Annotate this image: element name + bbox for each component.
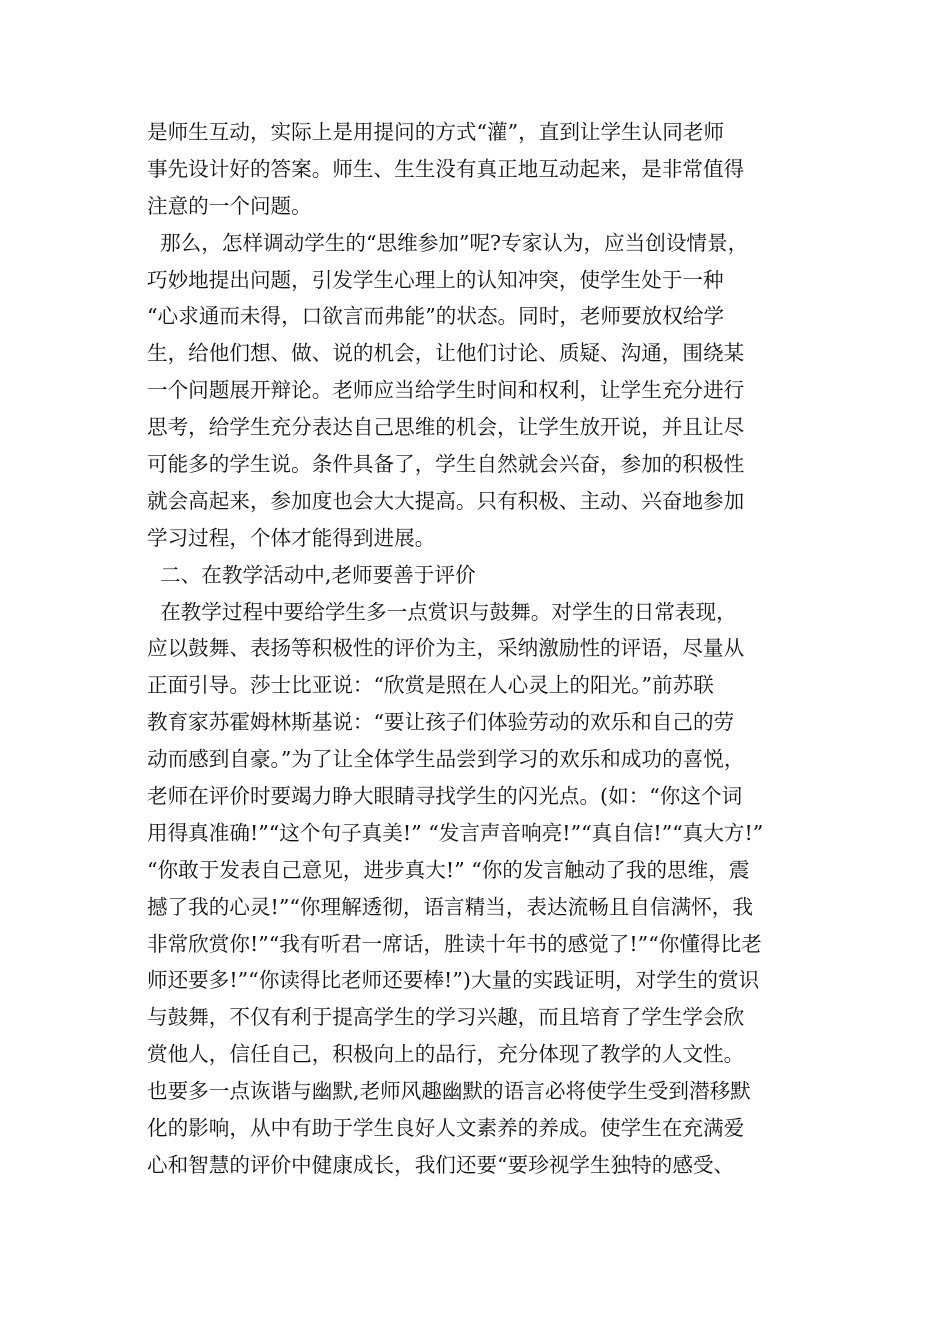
text-line: 一个问题展开辩论。老师应当给学生时间和权利，让学生充分进行 — [147, 378, 745, 403]
text-line: 心和智慧的评价中健康成长，我们还要“要珍视学生独特的感受、 — [147, 1152, 735, 1177]
text-line: 动而感到自豪。”为了让全体学生品尝到学习的欢乐和成功的喜悦， — [147, 747, 745, 772]
text-line: 就会高起来，参加度也会大大提高。只有积极、主动、兴奋地参加 — [147, 488, 745, 513]
text-line: 非常欣赏你!”“我有听君一席话，胜读十年书的感觉了!”“你懂得比老 — [147, 931, 762, 956]
text-line: 事先设计好的答案。师生、生生没有真正地互动起来，是非常值得 — [147, 156, 745, 181]
text-line: “你敢于发表自己意见，进步真大!” “你的发言触动了我的思维，震 — [147, 857, 750, 882]
text-line: 撼了我的心灵!”“你理解透彻，语言精当，表达流畅且自信满怀，我 — [147, 894, 753, 919]
text-line: 那么，怎样调动学生的“思维参加”呢?专家认为，应当创设情景， — [147, 230, 749, 255]
text-line: 与鼓舞，不仅有利于提高学生的学习兴趣，而且培育了学生学会欣 — [147, 1005, 745, 1030]
text-line: “心求通而未得，口欲言而弗能”的状态。同时，老师要放权给学 — [147, 304, 725, 329]
text-line: 师还要多!”“你读得比老师还要棒!”)大量的实践证明，对学生的赏识 — [147, 968, 760, 993]
text-line: 赏他人，信任自己，积极向上的品行，充分体现了教学的人文性。 — [147, 1042, 745, 1067]
text-line: 应以鼓舞、表扬等积极性的评价为主，采纳激励性的评语，尽量从 — [147, 636, 745, 661]
text-line: 教育家苏霍姆林斯基说：“要让孩子们体验劳动的欢乐和自己的劳 — [147, 710, 735, 735]
text-line: 可能多的学生说。条件具备了，学生自然就会兴奋，参加的积极性 — [147, 452, 745, 477]
text-line: 是师生互动，实际上是用提问的方式“灌”，直到让学生认同老师 — [147, 120, 725, 144]
text-line: 学习过程，个体才能得到进展。 — [147, 525, 436, 550]
text-line: 生，给他们想、做、说的机会，让他们讨论、质疑、沟通，围绕某 — [147, 341, 745, 366]
text-line: 注意的一个问题。 — [147, 193, 312, 218]
text-line: 也要多一点诙谐与幽默,老师风趣幽默的语言必将使学生受到潜移默 — [147, 1079, 751, 1104]
text-line: 巧妙地提出问题，引发学生心理上的认知冲突，使学生处于一种 — [147, 267, 724, 292]
section-heading: 二、在教学活动中,老师要善于评价 — [147, 562, 476, 587]
text-line: 用得真准确!”“这个句子真美!” “发言声音响亮!”“真自信!”“真大方!” — [147, 820, 764, 845]
text-line: 化的影响，从中有助于学生良好人文素养的养成。使学生在充满爱 — [147, 1116, 745, 1141]
text-line: 在教学过程中要给学生多一点赏识与鼓舞。对学生的日常表现， — [147, 599, 737, 624]
text-line: 正面引导。莎士比亚说：“欣赏是照在人心灵上的阳光。”前苏联 — [147, 673, 714, 698]
text-line: 老师在评价时要竭力睁大眼睛寻找学生的闪光点。(如：“你这个词 — [147, 784, 743, 809]
text-line: 思考，给学生充分表达自己思维的机会，让学生放开说，并且让尽 — [147, 415, 745, 440]
document-body — [147, 114, 812, 1184]
